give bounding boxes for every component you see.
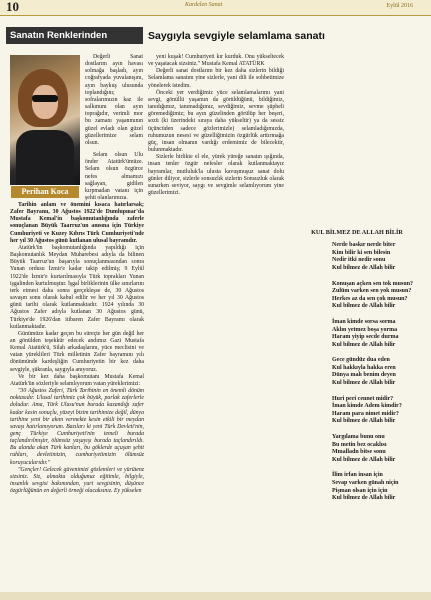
poem-line: Nedir itki nedir sonu bbox=[332, 257, 386, 264]
poem-line: Kul bilmez de Allah bilir bbox=[332, 418, 396, 425]
paragraph: Günümüze kadar geçen bu süreçte her gün değil her an gönülden teşekkür edecek andımız Gazi Mustafa Kemal Atatürk'ü, Silah arkadaşlarını, yüce meclisini ve vatan yüreklileri Türk milletinin Zafer bayramını yılı dönümünde kardeşliğin Cumhuriyetin bir kez daha sevgiyle, şükranla, saygıyla anıyoruz. bbox=[10, 330, 144, 373]
poem-line: Kul bilmez de Allah bilir bbox=[332, 495, 396, 502]
poem bbox=[290, 242, 424, 503]
poem-line: Sevap varken günah niçin bbox=[332, 480, 399, 486]
poem-line: İman kimde Adem kimdir? bbox=[332, 403, 402, 410]
author-photo bbox=[10, 55, 80, 185]
poem-stanza bbox=[332, 281, 424, 311]
poem-line: Gece gündüz dua eden bbox=[332, 357, 390, 364]
poem-stanza bbox=[332, 396, 424, 426]
page-footer bbox=[0, 592, 431, 600]
poem-stanza bbox=[332, 434, 424, 464]
poem-line: Yargılama bunu onu bbox=[332, 434, 385, 441]
poem-line: Kul hakkıyla hakka eren bbox=[332, 364, 396, 371]
poem-line: Kul bilmez de Allah bilir bbox=[332, 303, 396, 310]
section-label: Sanatın Renklerinden bbox=[6, 27, 143, 44]
paragraph: Değerli sanat dostlarım bir kez daha sizlerin bildiği Selamlama sanatını yine sizlerle, yani dili ile sohbetimize yönelerek istedim. bbox=[148, 68, 284, 89]
author-caption: Perihan Koca bbox=[11, 186, 79, 198]
paragraph: Ve bir kez daha başkomutanı Mustafa Kemal Atatürk'ün sözleriyle selamlıyorum vatan yüreklerimizi: bbox=[10, 373, 144, 387]
poem-stanza bbox=[332, 242, 424, 272]
page-header bbox=[0, 0, 431, 16]
poem-line: Dünya malı benim deyen bbox=[332, 372, 396, 379]
poem-stanza bbox=[332, 472, 424, 502]
magazine-brand: Kardelen Sanat bbox=[185, 2, 223, 8]
poem-stanza bbox=[332, 319, 424, 349]
poem-title: KUL BİLMEZ DE ALLAH BİLİR bbox=[311, 229, 403, 236]
issue-date: Eylül 2016 bbox=[386, 3, 413, 9]
paragraph: Sizlerle birlikte el ele, yürek yüreğe sanatın ışığında, insan tenler özgür nefesler olarak kutlanmaktayız bayramlar, mutluluk'la ulusta kavuşmuşuz sanat dolu günler diliyor, sizlerle sonsuzlık sizlerin Sonsuzluk olarak sunarken seviyor, saygı ve sevgimle selamlıyorum yine güzellerimizi. bbox=[148, 154, 284, 196]
column-middle bbox=[148, 54, 284, 197]
poem-line: Konuşan açken sen tok musun? bbox=[332, 280, 414, 287]
poem-line: Nerde baskır nerde biter bbox=[332, 242, 396, 249]
quote-paragraph: "Gençler! Gelecek güvenimizi gözlemleri ve yürütenz sizsiniz. Siz, almakta olduğunuz eğitimle, bilgiyle, insanlık sevgisi bakımından, yurt sevgisinin, düşünce özgürlüğünün en değerli örneği olacaksınız. Ey yükselen bbox=[10, 466, 144, 495]
poem-line: Kul bilmez de Allah bilir bbox=[332, 264, 396, 271]
poem-line: Zulüm varken sen yok musun? bbox=[332, 288, 412, 295]
paragraph: Tarihin anlam ve önemini kısaca hatırlarsak; Zafer Bayramı, 30 Ağustos 1922'de Dumlupınar'da Mustafa Kemal'in başkomutanlığında zaferle sonuçlanan Büyük Taarruz'un anısına için Türkiye Cumhuriyeti ve Kuzey Kıbrıs Türk Cumhuriyeti'nde her yıl 30 Ağustos günü kutlanan ulusal bayramdır. bbox=[10, 202, 144, 244]
column-left bbox=[10, 202, 144, 495]
page-number: 10 bbox=[6, 0, 19, 14]
column-intro bbox=[85, 54, 143, 202]
poem-line: Kul bilmez de Allah bilir bbox=[332, 380, 396, 387]
paragraph: Selam olsun Ulu önder Atatürk'ümüze. Selam olsun özgürce nefes almamızı sağlayan, gidilen kırpmadan vatanı için şehit olanlarımıza. bbox=[85, 152, 143, 201]
poem-line: Aklın yetmez boşa yorma bbox=[332, 326, 398, 333]
poem-line: Kul bilmez de Allah bilir bbox=[332, 341, 396, 348]
poem-stanza bbox=[332, 357, 424, 387]
poem-line: Huri peri cennet midir? bbox=[332, 395, 394, 402]
poem-line: Kim bilir ki sen bilesin bbox=[332, 249, 391, 256]
poem-line: Haram para nimet midir? bbox=[332, 410, 399, 417]
poem-line: Herkes az da sen çok musun? bbox=[332, 295, 408, 302]
paragraph: yeni kuşak! Cumhuriyeti kır kurduk. Onu yükseltecek ve yaşatacak sizsiniz." Mustafa Kemal ATATÜRK bbox=[148, 54, 284, 68]
poem-line: Mmalladn bitse sonu bbox=[332, 449, 386, 456]
quote-paragraph: "30 Ağustos Zaferi, Türk Tarihinin en önemli dönüm noktasıdır. Ulusal tarihimiz çok büyük, parlak zaferlerle doludur. Ama, Türk Ulusu'nun burada kazandığı zafer kadar kesin sonuçlu, yüzeyi bizim tarihimize değil, dünya tarihine yeni bir akım vermekte kesin etkili bir meydan savaşı hatırlamıyorum. Bazıları ki yeni Türk Devleti'nin, genç Türkiye Cumhuriyeti'nin temeli burada taçlandırılmıştır, ölümsüz yaşayışı burada taçlandırıldı. Bu alanda akan Türk kanları, bu göklerde uçuşan şehit ruhları, devletimizin, cumhuriyetimizin ölümsüz koruyucularıdır." bbox=[10, 388, 144, 466]
poem-line: Haram yiyip secde durma bbox=[332, 334, 399, 341]
poem-line: İlim irfan insan için bbox=[332, 472, 383, 479]
poem-line: Bu metin bez ocaklısı bbox=[332, 441, 387, 448]
paragraph: Önceki yer verdiğimiz yüce selamlamalarımı yani sevgi, gönüllü yaşamın da görüldüğünü, bildiğimiz, tanıdığımız, tanımadığımız, sevdiğimiz, sevme şüpheli göremediğimiz; bu ayın güzelinden görülüp her beşeri, sozü (ki üzerindeki sıraya daha yükseltir) ya da sessiz üçüncüden sadece gözlerimizle) selamladığımızda, ruhumuzun nesesi ve güzelliğimizin özgürlük arttırmağa güç, insan olmanın vardığı erdemimiz de bilecektir, bulunmaktadır. bbox=[148, 89, 284, 154]
poem-line: Kul bilmez de Allah bilir bbox=[332, 456, 396, 463]
poem-line: Pişman olsan için için bbox=[332, 487, 388, 494]
paragraph: Değerli Sanat dostlarım ayın havası solmağa başladı, ayın coğrafyada yuvalanışını, ayın baykuş ulusunda toplandığını; sofralarımızın kaz ile salkımını olan ayın toprağıdır, verimli mor bu zamanı yaşanmının güzel evladı olan güzel güzellerimize selam olsun. bbox=[85, 54, 143, 146]
poem-line: İman kimde sorsa sorma bbox=[332, 318, 396, 325]
column-right bbox=[290, 54, 424, 511]
paragraph: Atatürk'ün başkomutanlığında yapıldığı için Başkomutanlık Meydan Muharebesi adıyla da bilinen Büyük Taarruz'un başarıyla sonuçlanmasından sonra Yunan ordusu İzmir'e kadar takip edilmiş; 9 Eylül 1922'de İzmir'e kurtarılmasıyla Türk toprakları Yunan işgalinden kurtulmuştur. İşgal birliklerinin ülke sınırlarını terk etmesi daha sonra gerçekleşse de, 30 Ağustos savaşın sonu olarak kabul edilir ve her yıl 30 Ağustos günü tarihi olarak kutlanmaktadır. 1924 yılında 30 Ağustos Zafer adıyla kutlanan 30 Ağustos günü, Türkiye'de 1926'dan itibaren Zafer Bayramı olarak kutlanmaktadır. bbox=[10, 244, 144, 330]
article-title: Saygıyla sevgiyle selamlama sanatı bbox=[148, 30, 325, 42]
